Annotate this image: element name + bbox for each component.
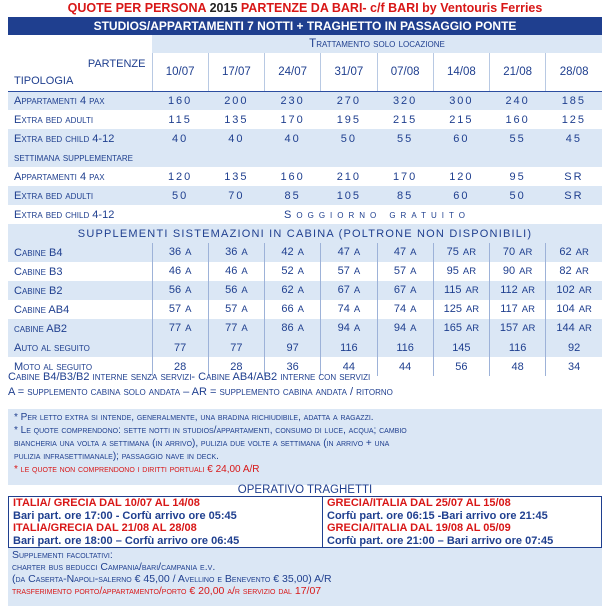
cabin-price: 56 [225, 284, 238, 296]
row-label: Cabine B4 [8, 243, 152, 262]
price-cell: 240 [490, 91, 546, 110]
condition-line: biancheria una volta a settimana (in arrivo), pulizia due volte a settimana (in arrivo + una [14, 438, 390, 449]
header-date: 10/07 [152, 53, 208, 91]
header-date: 07/08 [377, 53, 433, 91]
vehicle-price-cell: 97 [265, 338, 321, 357]
cabin-price: 95 [446, 265, 459, 277]
cabin-price: 82 [559, 265, 572, 277]
ferry-times: Bari part. ore 18:00 – Corfù arrivo ore 06:45 [13, 534, 240, 547]
header-date: 14/08 [433, 53, 489, 91]
price-row [8, 91, 602, 110]
header-corner [8, 53, 152, 91]
price-cell: 185 [546, 91, 602, 110]
price-cell: 115 [168, 113, 192, 126]
cabin-direction: AR [519, 266, 533, 277]
ferry-return [323, 497, 601, 547]
cabin-price: 67 [393, 284, 407, 296]
cabin-direction: AR [521, 304, 535, 315]
header-date: 24/07 [265, 53, 321, 91]
cabin-direction: A [353, 266, 361, 277]
vehicle-price-cell: 28 [152, 357, 208, 376]
cabin-row [8, 243, 602, 262]
price-cell: SR [564, 170, 584, 183]
price-cell: 230 [265, 91, 321, 110]
row-label: Cabine AB4 [14, 303, 70, 316]
cabin-price-cell [433, 281, 489, 300]
cabin-price-cell [208, 243, 264, 262]
cabin-price-cell [321, 319, 377, 338]
cabin-price-cell [490, 281, 546, 300]
title-part3: by Ventouris Ferries [422, 1, 543, 15]
cabin-price-cell [152, 281, 208, 300]
price-cell: 85 [377, 186, 433, 205]
cabin-direction: AR [521, 285, 535, 296]
optional-line: Supplementi facoltativi: [12, 549, 113, 561]
cabin-direction: A [241, 266, 248, 277]
header-date: 28/08 [546, 53, 602, 91]
price-cell: 40 [152, 129, 208, 148]
cabin-price: 57 [225, 303, 238, 315]
vehicle-price-cell: 56 [433, 357, 489, 376]
price-cell: 40 [265, 129, 321, 148]
vehicle-row [8, 338, 602, 357]
cabin-price-cell [265, 319, 321, 338]
ferry-times: Corfù part. ore 06:15 -Bari arrivo ore 21:45 [327, 509, 548, 522]
cabin-price-cell [433, 300, 489, 319]
cabin-direction: AR [462, 266, 477, 277]
vehicle-price-cell: 48 [490, 357, 546, 376]
header-date: 17/07 [208, 53, 264, 91]
cabin-direction: A [353, 285, 361, 296]
table-header-row [8, 53, 602, 91]
cabin-price-cell [208, 300, 264, 319]
port-fees-line: * le quote non comprendono i diritti portuali € 24,00 A/R [14, 464, 260, 475]
cabin-direction: AR [465, 304, 480, 315]
vehicle-price-cell: 44 [321, 357, 377, 376]
cabin-price: 77 [168, 322, 182, 334]
cabin-direction: A [297, 323, 304, 334]
vehicle-price-cell: 34 [546, 357, 602, 376]
price-cell: 135 [224, 113, 249, 126]
cabin-price: 47 [337, 246, 350, 258]
price-cell: 55 [490, 129, 546, 148]
cabin-direction: A [297, 304, 304, 315]
cabin-price: 57 [393, 265, 407, 277]
page-title [0, 0, 610, 16]
cabin-price-cell [433, 262, 489, 281]
row-label: Auto al seguito [8, 338, 152, 357]
cabin-price: 52 [281, 265, 294, 277]
subtitle: Trattamento solo locazione [152, 35, 602, 53]
cabin-direction: AR [462, 247, 477, 258]
cabin-price: 157 [499, 322, 519, 334]
price-row [8, 167, 602, 186]
cabin-price-cell [152, 300, 208, 319]
cabin-price: 46 [225, 265, 238, 277]
price-table [8, 53, 602, 376]
banner: STUDIOS/APPARTAMENTI 7 NOTTI + TRAGHETTO IN PASSAGGIO PONTE [8, 17, 602, 35]
optional-line: (da Caserta-Napoli-salerno € 45,00 / Avellino e Benevento € 35,00) A/R [12, 573, 332, 585]
cabin-direction: A [410, 247, 417, 258]
row-label: Appartamenti 4 pax [14, 170, 105, 183]
optional-line: charter bus beducci Campania/bari/campania e.v. [12, 561, 216, 573]
cabin-price-cell [490, 262, 546, 281]
cabin-price-cell [377, 262, 433, 281]
cabin-direction: A [410, 285, 417, 296]
price-cell: SR [546, 186, 602, 205]
vehicle-price-cell: 116 [490, 338, 546, 357]
cabin-price-cell [377, 281, 433, 300]
ferry-route-title: GRECIA/ITALIA DAL 25/07 AL 15/08 [327, 497, 511, 509]
ferry-times: Bari part. ore 17:00 - Corfù arrivo ore 05:45 [13, 509, 237, 522]
price-cell: 55 [377, 129, 433, 148]
price-cell: 160 [280, 170, 305, 183]
section-row [8, 148, 602, 167]
cabin-price-cell [208, 281, 264, 300]
cabin-price: 42 [281, 246, 294, 258]
cabin-price-cell [546, 281, 602, 300]
cabin-price: 112 [500, 284, 518, 296]
vehicle-price-cell: 28 [208, 357, 264, 376]
price-cell: 60 [433, 129, 489, 148]
vehicle-price-cell: 145 [433, 338, 489, 357]
cabin-direction: AR [519, 247, 533, 258]
cabin-price-cell [546, 300, 602, 319]
row-label: Cabine B2 [8, 281, 152, 300]
cabin-direction: A [241, 304, 248, 315]
cabin-direction: AR [575, 247, 589, 258]
cabin-row [8, 319, 602, 338]
cabin-direction: A [353, 304, 361, 315]
cabin-direction: AR [465, 323, 480, 334]
vehicle-price-cell: 116 [321, 338, 377, 357]
vehicle-price-cell: 36 [265, 357, 321, 376]
row-label: cabine AB2 [8, 319, 152, 338]
cabin-direction: A [353, 323, 361, 334]
header-date: 31/07 [321, 53, 377, 91]
cabin-price-cell [321, 262, 377, 281]
cabin-price: 57 [168, 303, 182, 315]
cabin-price-cell [152, 262, 208, 281]
row-label: Cabine B3 [14, 265, 63, 278]
cabin-direction: AR [578, 285, 592, 296]
cabin-price-cell [377, 300, 433, 319]
cabin-direction: AR [522, 323, 536, 334]
transfer-line: trasferimento porto/appartamento/porto € 20,00 a/r servizio dal 17/07 [12, 585, 322, 597]
cabin-price: 104 [556, 303, 575, 315]
ferry-route-title: ITALIA/ GRECIA DAL 10/07 AL 14/08 [13, 497, 200, 509]
row-label: Extra bed child 4-12 [14, 208, 115, 221]
conditions-box [8, 409, 602, 485]
cabin-price-cell [152, 319, 208, 338]
cabin-price-cell [321, 281, 377, 300]
price-cell: 215 [449, 113, 474, 126]
title-part1: QUOTE PER PERSONA [67, 1, 207, 15]
cabin-price-cell [490, 300, 546, 319]
section-label: settimana supplementare [8, 148, 602, 167]
cabin-direction: A [241, 323, 248, 334]
free-stay-text: Soggiorno gratuito [284, 208, 470, 221]
header-tipologia: TIPOLOGIA [14, 74, 74, 87]
price-cell: 210 [336, 170, 362, 183]
cabin-price: 57 [337, 265, 350, 277]
cabin-price-cell [265, 300, 321, 319]
cabin-price: 125 [443, 303, 462, 315]
cabin-direction: A [410, 323, 417, 334]
cabin-price: 74 [337, 303, 350, 315]
cabin-price: 75 [446, 246, 459, 258]
cabin-direction: A [297, 285, 304, 296]
cabin-price-cell [546, 262, 602, 281]
cabin-price-cell [208, 319, 264, 338]
ferry-times: Corfù part. ore 21:00 – Bari arrivo ore 07:45 [327, 534, 554, 547]
cabin-price-cell [377, 243, 433, 262]
price-cell: 50 [321, 129, 377, 148]
cabin-price-cell [433, 319, 489, 338]
cabin-direction: A [297, 247, 304, 258]
cabin-direction: AR [575, 266, 589, 277]
cabin-price: 144 [556, 322, 575, 334]
cabin-price-cell [208, 262, 264, 281]
cabin-price: 86 [281, 322, 294, 334]
cabin-price-cell [265, 243, 321, 262]
cabin-row [8, 300, 602, 319]
cabin-price: 102 [556, 284, 575, 296]
cabin-price: 165 [443, 322, 462, 334]
cabin-row [8, 262, 602, 281]
cabin-direction: A [241, 285, 248, 296]
price-cell: 320 [377, 91, 433, 110]
price-cell: 135 [224, 170, 249, 183]
cabin-direction: A [297, 266, 304, 277]
price-cell: 160 [152, 91, 208, 110]
vehicle-price-cell: 92 [546, 338, 602, 357]
cabin-price: 115 [444, 284, 462, 296]
cabin-price: 66 [281, 303, 294, 315]
header-date: 21/08 [490, 53, 546, 91]
cabin-price-cell [546, 319, 602, 338]
ferry-schedule [8, 496, 602, 548]
cabin-price: 62 [281, 284, 294, 296]
cabin-direction: A [241, 247, 248, 258]
header-partenze: PARTENZE [87, 58, 146, 70]
cabin-price: 117 [500, 303, 518, 315]
price-cell: 195 [336, 113, 362, 126]
row-label: Moto al seguito [14, 360, 93, 373]
vehicle-price-cell: 44 [377, 357, 433, 376]
title-year: 2015 [209, 1, 238, 15]
cabin-price: 56 [168, 284, 182, 296]
vehicle-price-cell: 77 [208, 338, 264, 357]
price-cell: 120 [167, 170, 193, 183]
price-cell: 85 [265, 186, 321, 205]
cabin-price: 67 [337, 284, 350, 296]
row-label: Extra bed adulti [14, 113, 94, 126]
price-cell: 125 [561, 113, 587, 126]
condition-line: * Le quote comprendono: sette notti in studios/appartamenti, consumo di luce, acqua; cambio [14, 425, 407, 436]
vehicle-price-cell: 77 [152, 338, 208, 357]
price-cell: 50 [152, 186, 208, 205]
cabin-direction: A [185, 304, 192, 315]
ferry-route-title: ITALIA/GRECIA DAL 21/08 AL 28/08 [13, 522, 197, 534]
cabin-price: 36 [225, 246, 238, 258]
ferry-outbound [9, 497, 323, 547]
ferry-schedule-title: OPERATIVO TRAGHETTI [237, 484, 373, 496]
cabin-direction: AR [465, 285, 479, 296]
cabin-price-cell [265, 281, 321, 300]
optional-supplements [8, 548, 602, 606]
condition-line: * Per letto extra si intende, generalmente, una bradina richiudibile, adatta a ragazzi. [14, 412, 374, 423]
row-label: Appartamenti 4 pax [8, 91, 152, 110]
price-cell: 170 [280, 113, 305, 126]
cabin-price: 70 [502, 246, 516, 258]
cabin-price-cell [321, 300, 377, 319]
vehicle-price-cell: 116 [377, 338, 433, 357]
cabin-direction: AR [578, 323, 592, 334]
cabin-price-cell [152, 243, 208, 262]
cabin-price-cell [546, 243, 602, 262]
price-cell: 95 [509, 170, 526, 183]
price-cell: 50 [490, 186, 546, 205]
cabin-price: 62 [559, 246, 572, 258]
price-cell: 160 [505, 113, 530, 126]
cabin-row [8, 281, 602, 300]
row-label: Extra bed adulti [8, 186, 152, 205]
cabin-direction: AR [578, 304, 592, 315]
cabin-price: 46 [168, 265, 182, 277]
price-cell: 170 [392, 170, 418, 183]
price-table-body [8, 53, 602, 376]
cabin-price: 94 [393, 322, 407, 334]
price-cell: 215 [392, 113, 418, 126]
cabin-price: 90 [502, 265, 516, 277]
cabin-direction: A [410, 304, 417, 315]
cabin-direction: A [353, 247, 361, 258]
note-line: A = supplemento cabina solo andata – AR = supplemento cabina andata / ritorno [8, 386, 393, 398]
cabin-price: 47 [393, 246, 407, 258]
price-row [8, 186, 602, 205]
price-cell: 105 [321, 186, 377, 205]
price-row [8, 110, 602, 129]
cabin-price: 36 [168, 246, 182, 258]
condition-line: pulizia infrasettimanale); passaggio nave in deck. [14, 451, 219, 462]
price-cell: 60 [433, 186, 489, 205]
cabin-notes [8, 370, 602, 400]
price-cell: 270 [321, 91, 377, 110]
price-cell: 70 [208, 186, 264, 205]
price-cell: 45 [546, 129, 602, 148]
cabin-direction: A [185, 323, 192, 334]
price-cell: 200 [208, 91, 264, 110]
section-row [8, 224, 602, 243]
cabin-direction: A [185, 285, 192, 296]
child-free-row [8, 205, 602, 224]
cabin-price-cell [433, 243, 489, 262]
cabin-direction: A [185, 266, 192, 277]
cabin-price-cell [321, 243, 377, 262]
note-line: Cabine B4/B3/B2 interne senza servizi- Cabine AB4/AB2 interne con servizi [8, 371, 371, 383]
price-cell: 40 [208, 129, 264, 148]
section-label: SUPPLEMENTI SISTEMAZIONI IN CABINA (POLTRONE NON DISPONIBILI) [8, 224, 602, 243]
price-row [8, 129, 602, 148]
cabin-price: 74 [393, 303, 407, 315]
cabin-price: 94 [337, 322, 350, 334]
cabin-price-cell [265, 262, 321, 281]
title-part2: PARTENZE DA BARI- c/f BARI [240, 1, 419, 15]
row-label: Extra bed child 4-12 [8, 129, 152, 148]
ferry-route-title: GRECIA/ITALIA DAL 19/08 AL 05/09 [327, 522, 511, 534]
price-cell: 300 [433, 91, 489, 110]
cabin-direction: A [185, 247, 192, 258]
cabin-price-cell [490, 319, 546, 338]
cabin-price: 77 [225, 322, 238, 334]
cabin-price-cell [377, 319, 433, 338]
cabin-direction: A [410, 266, 417, 277]
cabin-price-cell [490, 243, 546, 262]
price-cell: 120 [449, 170, 474, 183]
